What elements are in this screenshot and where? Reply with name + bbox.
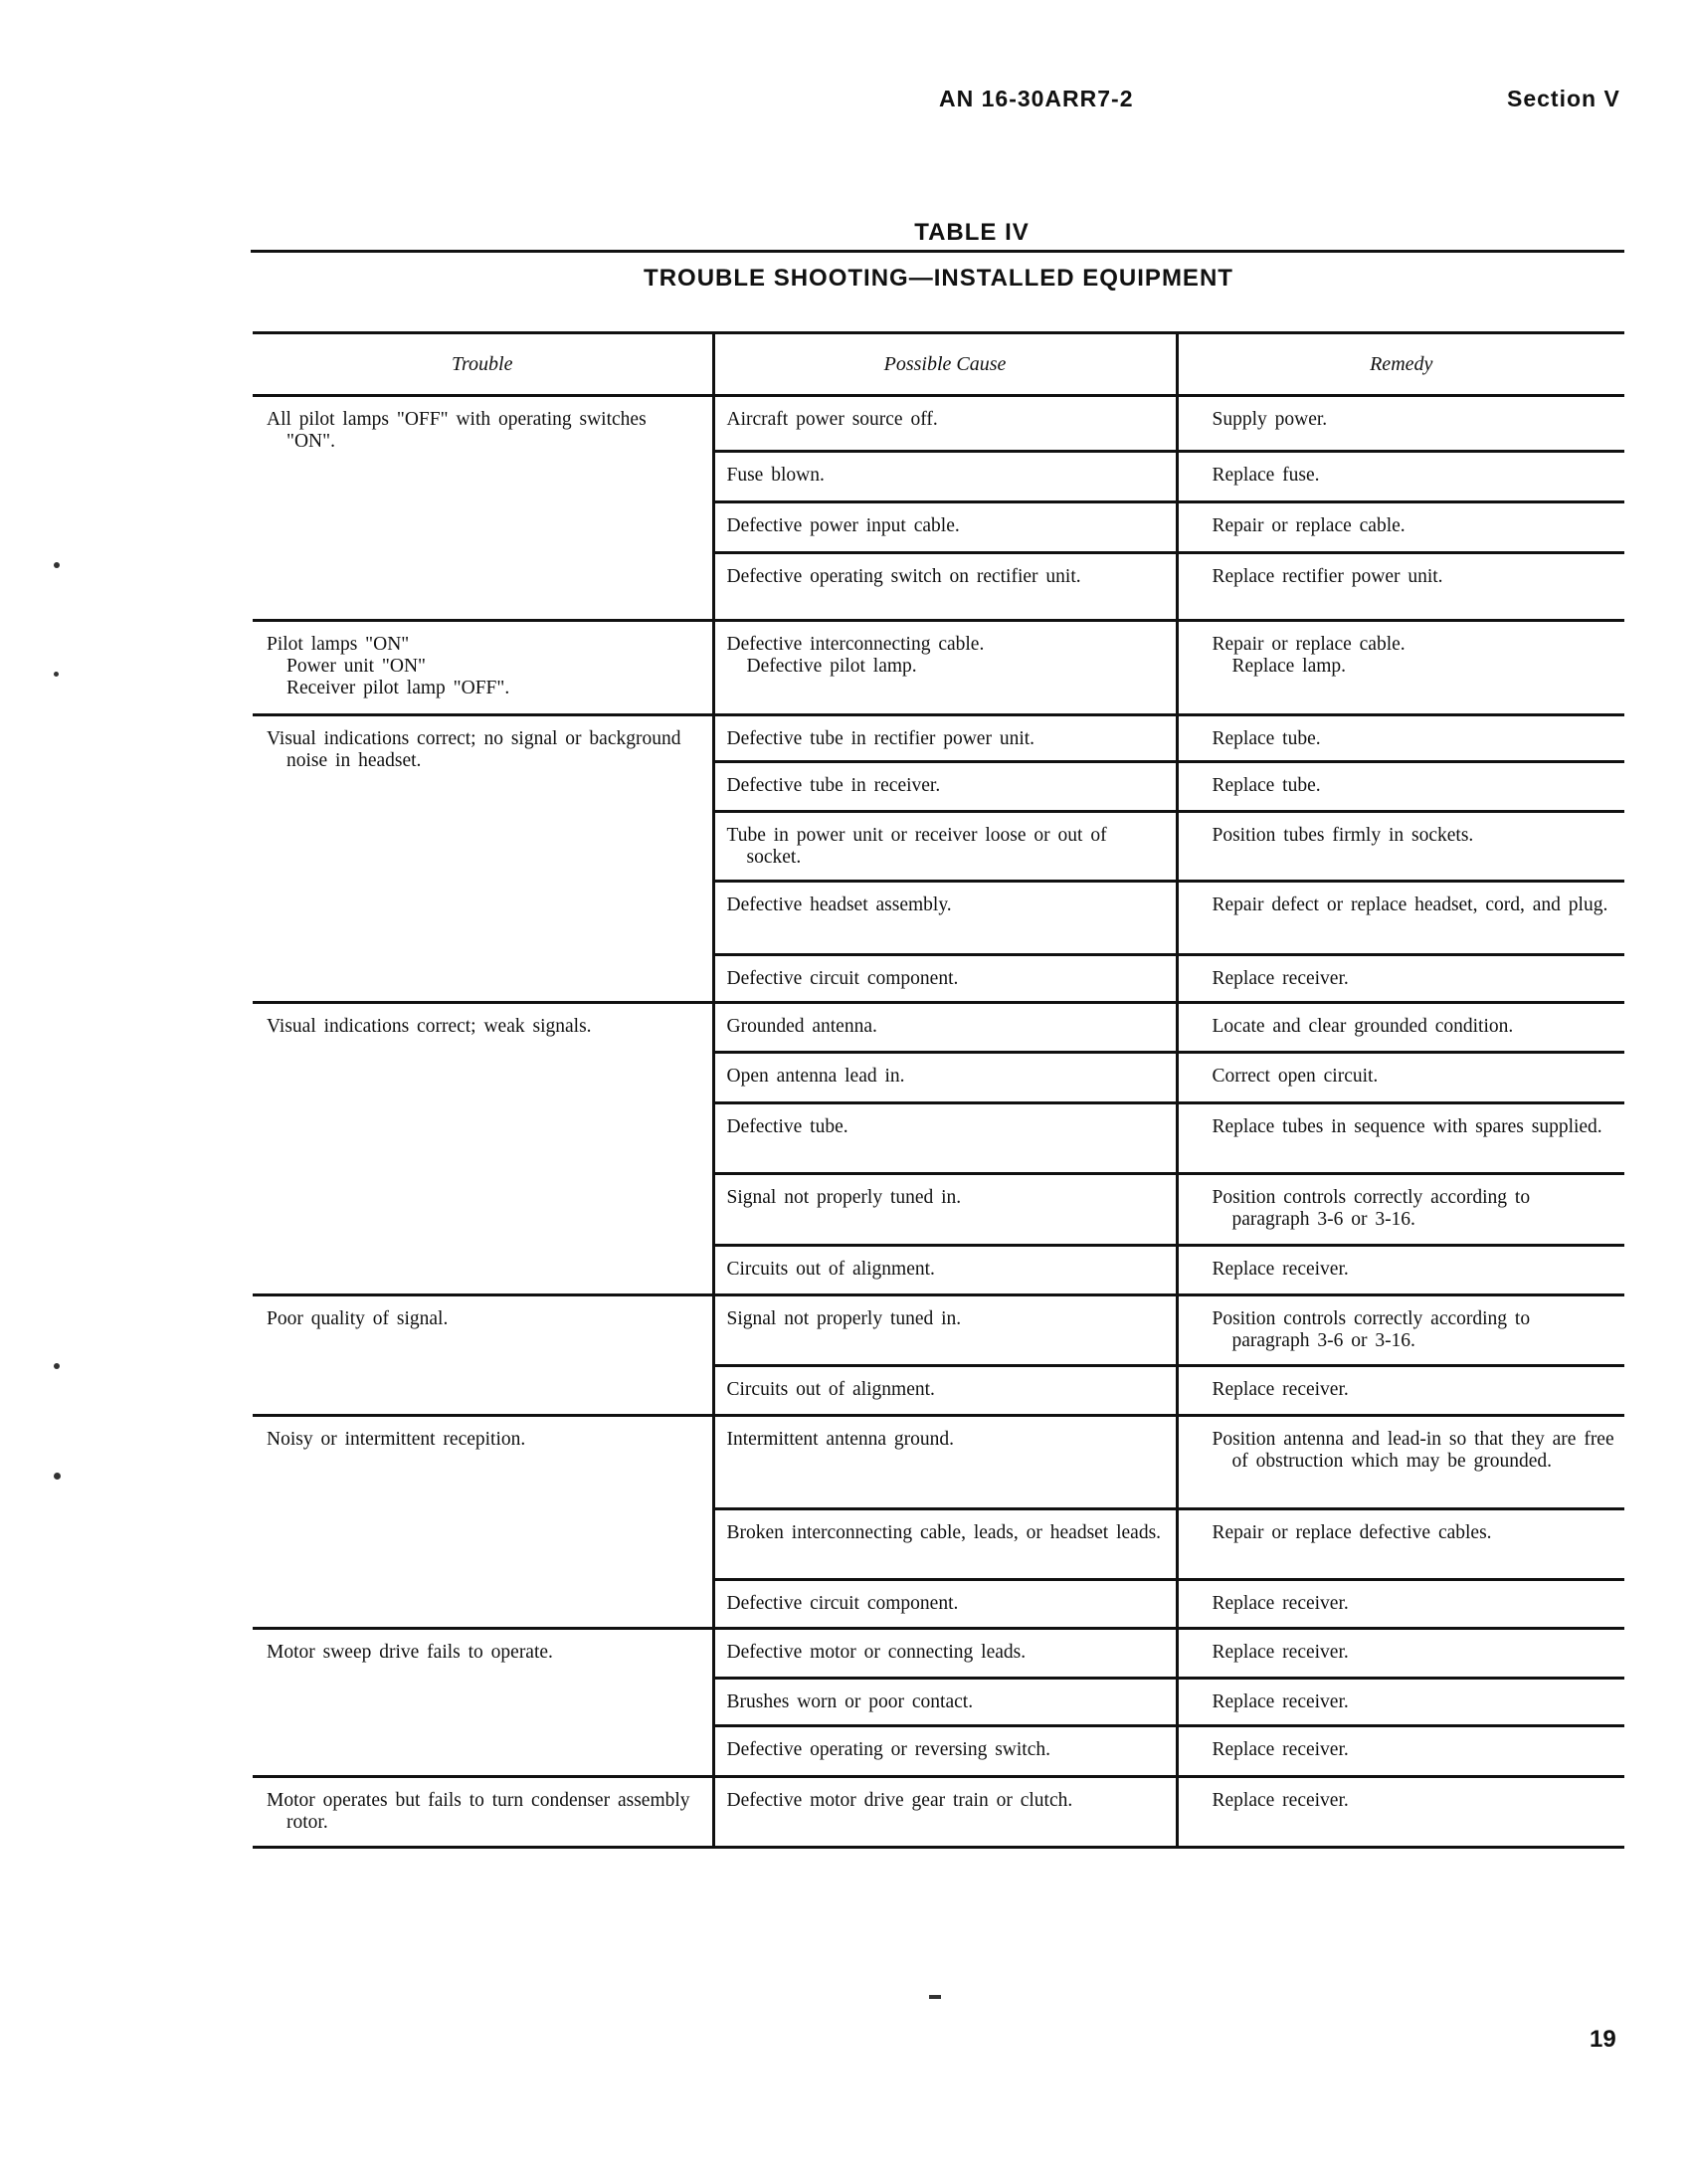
table-row: [253, 1777, 1624, 1848]
table-row: [253, 1003, 1624, 1053]
trouble-cell: [253, 1629, 713, 1777]
cause-cell: [713, 1580, 1177, 1629]
margin-mark: [929, 1995, 941, 1999]
remedy-text: Replace receiver.: [1212, 1739, 1349, 1760]
remedy-text: Replace receiver.: [1212, 1691, 1349, 1712]
table-row: [253, 1295, 1624, 1366]
margin-mark: [54, 562, 60, 568]
remedy-cell: [1177, 396, 1624, 452]
remedy-cell: [1177, 1580, 1624, 1629]
remedy-cell: [1177, 1053, 1624, 1103]
cause-cell: [713, 1509, 1177, 1580]
cause-text: Open antenna lead in.: [726, 1066, 905, 1087]
remedy-text: Replace receiver.: [1212, 968, 1349, 989]
remedy-cell: [1177, 1103, 1624, 1174]
cause-text: Fuse blown.: [726, 465, 825, 486]
section-label: Section V: [1507, 86, 1620, 111]
remedy-text: Replace fuse.: [1212, 465, 1320, 486]
remedy-text: Replace rectifier power unit.: [1212, 566, 1443, 587]
trouble-text: Visual indications correct; weak signals.: [267, 1016, 592, 1037]
remedy-cell: [1177, 1246, 1624, 1295]
cause-cell: [713, 1679, 1177, 1726]
remedy-cell: [1177, 882, 1624, 955]
remedy-cell: [1177, 1003, 1624, 1053]
cause-cell: [713, 452, 1177, 502]
troubleshooting-table: [253, 331, 1624, 1849]
remedy-cell: [1177, 1295, 1624, 1366]
cause-text: Defective motor drive gear train or clutch.: [726, 1790, 1073, 1811]
cause-text: Signal not properly tuned in.: [726, 1308, 962, 1329]
remedy-text: Repair or replace cable.: [1212, 515, 1406, 536]
trouble-cell: [253, 1777, 713, 1848]
remedy-cell: [1177, 955, 1624, 1003]
cause-cell: [713, 1726, 1177, 1777]
cause-text: Defective circuit component.: [726, 968, 959, 989]
trouble-cell: [253, 621, 713, 715]
cause-text: Brushes worn or poor contact.: [726, 1691, 974, 1712]
cause-cell: [713, 715, 1177, 762]
table-row: [253, 1416, 1624, 1509]
remedy-cell: [1177, 621, 1624, 715]
trouble-text: Motor sweep drive fails to operate.: [267, 1642, 553, 1663]
cause-cell: [713, 762, 1177, 812]
page-number: 19: [1590, 2026, 1616, 2053]
column-header-remedy: Remedy: [1177, 333, 1624, 396]
remedy-cell: [1177, 762, 1624, 812]
remedy-text: Position controls correctly according to paragraph 3-6 or 3-16.: [1212, 1308, 1531, 1351]
cause-cell: [713, 1366, 1177, 1416]
cause-text: Defective operating or reversing switch.: [726, 1739, 1051, 1760]
remedy-text: Repair or replace defective cables.: [1212, 1522, 1492, 1543]
title-rule: [251, 250, 1624, 253]
cause-cell: [713, 1003, 1177, 1053]
remedy-text: Repair defect or replace headset, cord, and plug.: [1212, 894, 1608, 915]
cause-text: Defective tube.: [726, 1116, 848, 1137]
column-header-trouble: Trouble: [253, 333, 713, 396]
cause-text: Defective motor or connecting leads.: [726, 1642, 1027, 1663]
cause-text: Circuits out of alignment.: [726, 1259, 935, 1280]
remedy-text: Position antenna and lead-in so that they are free of obstruction which may be grounded.: [1212, 1429, 1614, 1472]
trouble-text: Noisy or intermittent recepition.: [267, 1429, 526, 1450]
cause-text: Defective power input cable.: [726, 515, 960, 536]
remedy-text: Replace tube.: [1212, 728, 1321, 749]
cause-text: Signal not properly tuned in.: [726, 1187, 962, 1208]
trouble-cell: [253, 396, 713, 621]
remedy-text: Replace receiver.: [1212, 1379, 1349, 1400]
remedy-cell: [1177, 1174, 1624, 1246]
table-row: [253, 621, 1624, 715]
cause-text: Broken interconnecting cable, leads, or headset leads.: [726, 1522, 1162, 1543]
remedy-text: Replace tube.: [1212, 775, 1321, 796]
cause-text: Aircraft power source off.: [726, 409, 938, 430]
cause-cell: [713, 955, 1177, 1003]
cause-cell: [713, 1103, 1177, 1174]
remedy-cell: [1177, 1509, 1624, 1580]
column-header-possible-cause: Possible Cause: [713, 333, 1177, 396]
margin-mark: [54, 1473, 61, 1480]
cause-text: Defective headset assembly.: [726, 894, 952, 915]
cause-cell: [713, 396, 1177, 452]
cause-cell: [713, 502, 1177, 553]
table-title: TROUBLE SHOOTING—INSTALLED EQUIPMENT: [644, 265, 1233, 292]
trouble-text: All pilot lamps "OFF" with operating switches "ON".: [267, 409, 647, 452]
remedy-cell: [1177, 553, 1624, 621]
cause-text: Intermittent antenna ground.: [726, 1429, 955, 1450]
remedy-text: Replace receiver.: [1212, 1642, 1349, 1663]
remedy-cell: [1177, 452, 1624, 502]
remedy-text: Replace receiver.: [1212, 1790, 1349, 1811]
trouble-cell: [253, 1295, 713, 1416]
trouble-cell: [253, 1003, 713, 1295]
trouble-cell: [253, 1416, 713, 1629]
trouble-text: Poor quality of signal.: [267, 1308, 449, 1329]
remedy-cell: [1177, 812, 1624, 882]
cause-text: Defective tube in receiver.: [726, 775, 941, 796]
table-row: [253, 1629, 1624, 1679]
remedy-cell: [1177, 1629, 1624, 1679]
cause-text: Circuits out of alignment.: [726, 1379, 935, 1400]
trouble-text: Motor operates but fails to turn condenser assembly rotor.: [267, 1790, 690, 1833]
remedy-cell: [1177, 1777, 1624, 1848]
remedy-cell: [1177, 502, 1624, 553]
remedy-text: Replace receiver.: [1212, 1259, 1349, 1280]
cause-cell: [713, 812, 1177, 882]
table-row: [253, 396, 1624, 452]
remedy-text: Replace tubes in sequence with spares supplied.: [1212, 1116, 1602, 1137]
margin-mark: [54, 672, 59, 677]
cause-text: Tube in power unit or receiver loose or out of socket.: [726, 825, 1107, 868]
table-body: [253, 396, 1624, 1848]
cause-cell: [713, 882, 1177, 955]
remedy-cell: [1177, 1366, 1624, 1416]
cause-cell: [713, 1295, 1177, 1366]
cause-cell: [713, 1416, 1177, 1509]
cause-text: Defective interconnecting cable. Defective pilot lamp.: [726, 634, 985, 677]
table-number: TABLE IV: [914, 219, 1030, 246]
cause-cell: [713, 553, 1177, 621]
remedy-cell: [1177, 1726, 1624, 1777]
cause-cell: [713, 1246, 1177, 1295]
cause-cell: [713, 1174, 1177, 1246]
cause-text: Grounded antenna.: [726, 1016, 877, 1037]
header-row: [253, 333, 1624, 396]
margin-mark: [54, 1363, 60, 1369]
cause-text: Defective operating switch on rectifier unit.: [726, 566, 1081, 587]
remedy-cell: [1177, 715, 1624, 762]
remedy-text: Correct open circuit.: [1212, 1066, 1379, 1087]
remedy-text: Locate and clear grounded condition.: [1212, 1016, 1514, 1037]
document-id: AN 16-30ARR7-2: [939, 86, 1134, 111]
cause-text: Defective circuit component.: [726, 1593, 959, 1614]
remedy-text: Position controls correctly according to paragraph 3-6 or 3-16.: [1212, 1187, 1531, 1230]
remedy-cell: [1177, 1416, 1624, 1509]
table-row: [253, 715, 1624, 762]
cause-cell: [713, 1629, 1177, 1679]
remedy-text: Supply power.: [1212, 409, 1328, 430]
trouble-cell: [253, 715, 713, 1003]
remedy-text: Position tubes firmly in sockets.: [1212, 825, 1474, 846]
remedy-text: Repair or replace cable. Replace lamp.: [1212, 634, 1406, 677]
cause-cell: [713, 1777, 1177, 1848]
cause-cell: [713, 1053, 1177, 1103]
trouble-text: Visual indications correct; no signal or background noise in headset.: [267, 728, 681, 771]
cause-text: Defective tube in rectifier power unit.: [726, 728, 1035, 749]
remedy-cell: [1177, 1679, 1624, 1726]
cause-cell: [713, 621, 1177, 715]
trouble-text: Pilot lamps "ON" Power unit "ON" Receiver pilot lamp "OFF".: [267, 634, 510, 698]
remedy-text: Replace receiver.: [1212, 1593, 1349, 1614]
